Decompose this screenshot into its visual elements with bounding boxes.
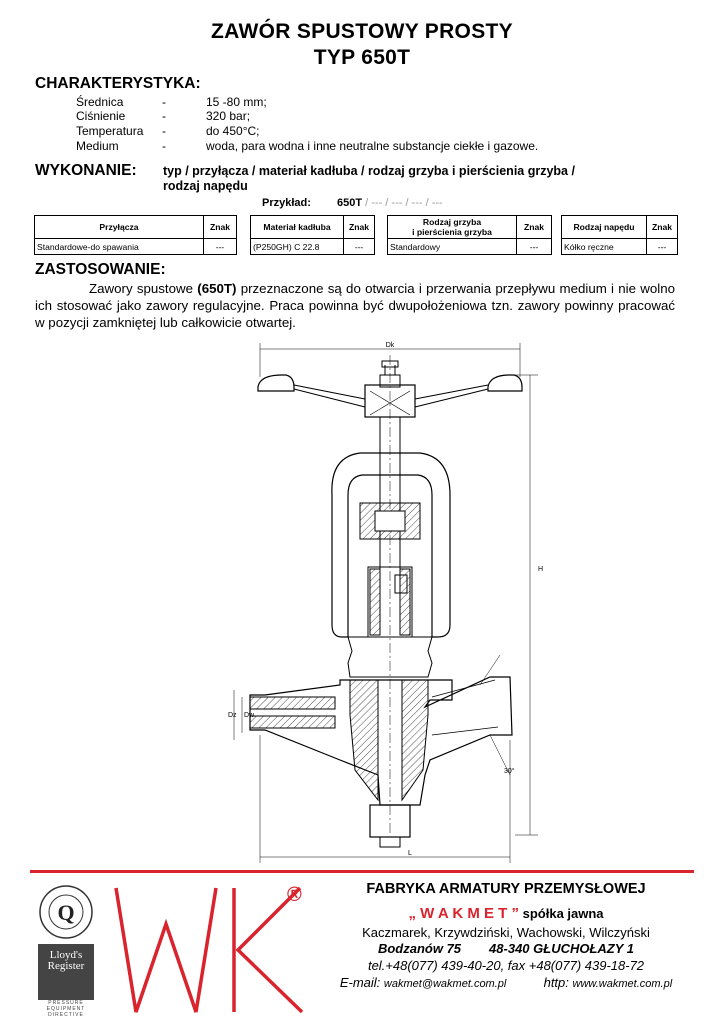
char-label: Temperatura	[76, 124, 144, 138]
example-label: Przykład:	[262, 197, 311, 209]
address-street: Bodzanów 75	[377, 941, 462, 956]
brand-suffix: spółka jawna	[519, 906, 604, 921]
ped-line: DIRECTIVE	[48, 1012, 84, 1018]
lloyds-line: Register	[47, 960, 85, 972]
table-body-material	[250, 215, 375, 255]
text-part: przeznaczone są do otwarcia i przerwania przepływu medium i nie wolno ich stosować jako zawory regulacyjne. Praca powinna być dwupołożeniowa tzn. zawory powinny pracować w pozycji zamkniętej lub całkowicie otwartej.	[35, 281, 675, 330]
lloyds-line: Lloyd's	[49, 949, 83, 961]
char-dash: -	[162, 124, 166, 138]
website-link[interactable]: www.wakmet.com.pl	[572, 978, 673, 990]
owners: Kaczmarek, Krzywdziński, Wachowski, Wilczyński	[362, 925, 650, 940]
lloyds-register-badge	[38, 944, 94, 1000]
table-cell: Standardowe-do spawania	[35, 239, 204, 255]
wk-logo	[110, 884, 310, 1019]
table-connections	[34, 215, 237, 255]
ped-line: PRESSURE	[48, 1000, 84, 1006]
phone-fax: tel.+48(077) 439-40-20, fax +48(077) 439-18-72	[367, 958, 645, 973]
table-header-line: Rodzaj grzyba	[422, 217, 482, 227]
characteristics-heading: CHARAKTERYSTYKA:	[35, 75, 201, 92]
zastosowanie-text	[35, 280, 675, 331]
dim-h-label: H	[538, 566, 544, 573]
brand-line	[316, 905, 696, 922]
char-label: Średnica	[76, 95, 124, 109]
char-row-pressure	[0, 109, 724, 123]
table-cell: Kółko ręczne	[562, 239, 647, 255]
table-header: Przyłącza	[35, 216, 204, 239]
brand-name: „ W A K M E T ”	[408, 905, 519, 922]
ped-line: EQUIPMENT	[46, 1006, 86, 1012]
footer-divider	[30, 870, 694, 873]
char-value: woda, para wodna i inne neutralne substancje ciekłe i gazowe.	[206, 139, 539, 153]
wykonanie-heading: WYKONANIE:	[35, 162, 137, 179]
char-dash: -	[162, 95, 166, 109]
char-dash: -	[162, 109, 166, 123]
dim-l-label: L	[408, 850, 412, 857]
table-cell: ---	[204, 239, 237, 255]
page-subtitle: TYP 650T	[313, 46, 411, 69]
registered-mark: ®	[287, 884, 302, 906]
table-cell: ---	[517, 239, 552, 255]
dim-dw-label: Dw	[244, 712, 255, 719]
company-name: FABRYKA ARMATURY PRZEMYSŁOWEJ	[366, 881, 646, 897]
wykonanie-line-2: rodzaj napędu	[163, 179, 248, 193]
email-label: E-mail:	[339, 975, 381, 990]
valve-drawing	[220, 335, 550, 865]
table-cell: ---	[344, 239, 375, 255]
example-value: 650T	[337, 197, 363, 209]
table-header: Znak	[344, 216, 375, 239]
char-value: do 450°C;	[206, 124, 260, 138]
char-row-diameter	[0, 95, 724, 109]
table-header: Znak	[647, 216, 678, 239]
char-row-temperature	[0, 124, 724, 138]
email-link[interactable]: wakmet@wakmet.com.pl	[383, 978, 507, 990]
text-part: Zawory spustowe	[89, 281, 198, 296]
table-header-line: i pierścienia grzyba	[412, 227, 492, 237]
dim-dk-label: Dk	[385, 342, 395, 349]
char-value: 15 -80 mm;	[206, 95, 267, 109]
char-label: Ciśnienie	[76, 109, 126, 123]
table-cell: (P250GH) C 22.8	[251, 239, 344, 255]
char-dash: -	[162, 139, 166, 153]
table-header: Znak	[204, 216, 237, 239]
http-label: http:	[543, 975, 569, 990]
wykonanie-line-1: typ / przyłącza / materiał kadłuba / rodzaj grzyba i pierścienia grzyba /	[163, 164, 575, 178]
wykonanie-description	[163, 164, 683, 194]
dim-dz-label: Dz	[228, 712, 237, 719]
characteristics-list	[0, 95, 724, 155]
svg-text:Q: Q	[57, 900, 75, 925]
table-cell: Standardowy	[388, 239, 517, 255]
table-header	[388, 216, 517, 239]
example-code	[337, 197, 443, 209]
contact-line	[316, 975, 696, 990]
table-header: Materiał kadłuba	[251, 216, 344, 239]
example-suffix: / --- / --- / --- / ---	[362, 197, 443, 209]
table-header: Rodzaj napędu	[562, 216, 647, 239]
char-label: Medium	[76, 139, 119, 153]
table-actuator	[561, 215, 678, 255]
zastosowanie-heading: ZASTOSOWANIE:	[35, 261, 166, 278]
table-cell: ---	[647, 239, 678, 255]
char-row-medium	[0, 139, 724, 153]
iso-certificate-icon	[38, 884, 94, 940]
page-title: ZAWÓR SPUSTOWY PROSTY	[211, 20, 513, 43]
address-city: 48-340 GŁUCHOŁAZY 1	[489, 941, 635, 956]
char-value: 320 bar;	[206, 109, 251, 123]
text-bold: (650T)	[197, 281, 237, 296]
table-plug-type	[387, 215, 552, 255]
address	[316, 941, 696, 956]
table-header: Znak	[517, 216, 552, 239]
ped-text	[38, 1000, 94, 1018]
angle-label: 30°	[504, 768, 515, 775]
